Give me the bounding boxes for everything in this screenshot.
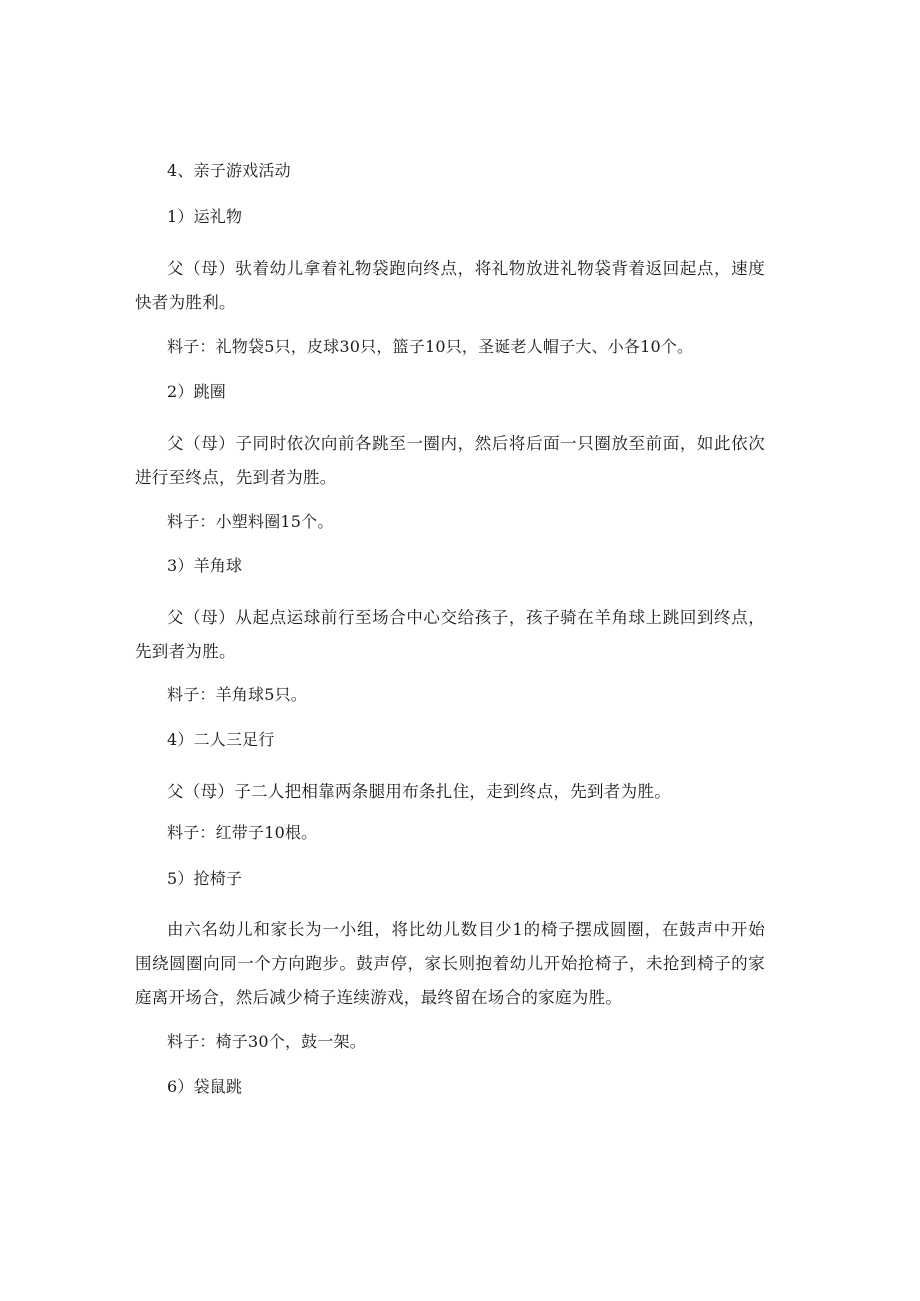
game-description-5: 由六名幼儿和家长为一小组，将比幼儿数目少1的椅子摆成圆圈，在鼓声中开始围绕圆圈向同一个方向跑步。鼓声停，家长则抱着幼儿开始抢椅子，未抢到椅子的家庭离开场合，然后减少椅子连续游戏，最终留在场合的家庭为胜。 xyxy=(135,920,765,1007)
game-materials-3: 料子：羊角球5只。 xyxy=(167,685,307,704)
game-heading-2: 2）跳圈 xyxy=(167,382,226,401)
game-heading-1: 1）运礼物 xyxy=(167,207,243,226)
game-description-1: 父（母）驮着幼儿拿着礼物袋跑向终点，将礼物放进礼物袋背着返回起点，速度快者为胜利。 xyxy=(135,259,765,312)
game-description-3: 父（母）从起点运球前行至场合中心交给孩子，孩子骑在羊角球上跳回到终点，先到者为胜。 xyxy=(135,608,765,661)
game-materials-1: 料子：礼物袋5只，皮球30只，篮子10只，圣诞老人帽子大、小各10个。 xyxy=(167,337,694,356)
game-heading-4: 4）二人三足行 xyxy=(167,730,275,749)
game-description-2: 父（母）子同时依次向前各跳至一圈内，然后将后面一只圈放至前面，如此依次进行至终点，先到者为胜。 xyxy=(135,434,765,487)
section-title: 4、亲子游戏活动 xyxy=(167,161,291,180)
game-heading-3: 3）羊角球 xyxy=(167,556,243,575)
game-heading-6: 6）袋鼠跳 xyxy=(167,1077,243,1096)
game-materials-2: 料子：小塑料圈15个。 xyxy=(167,512,334,531)
game-heading-5: 5）抢椅子 xyxy=(167,869,243,888)
game-materials-5: 料子：椅子30个，鼓一架。 xyxy=(167,1032,366,1051)
game-description-4: 父（母）子二人把相靠两条腿用布条扎住，走到终点，先到者为胜。 xyxy=(167,782,671,801)
game-materials-4: 料子：红带子10根。 xyxy=(167,823,318,842)
